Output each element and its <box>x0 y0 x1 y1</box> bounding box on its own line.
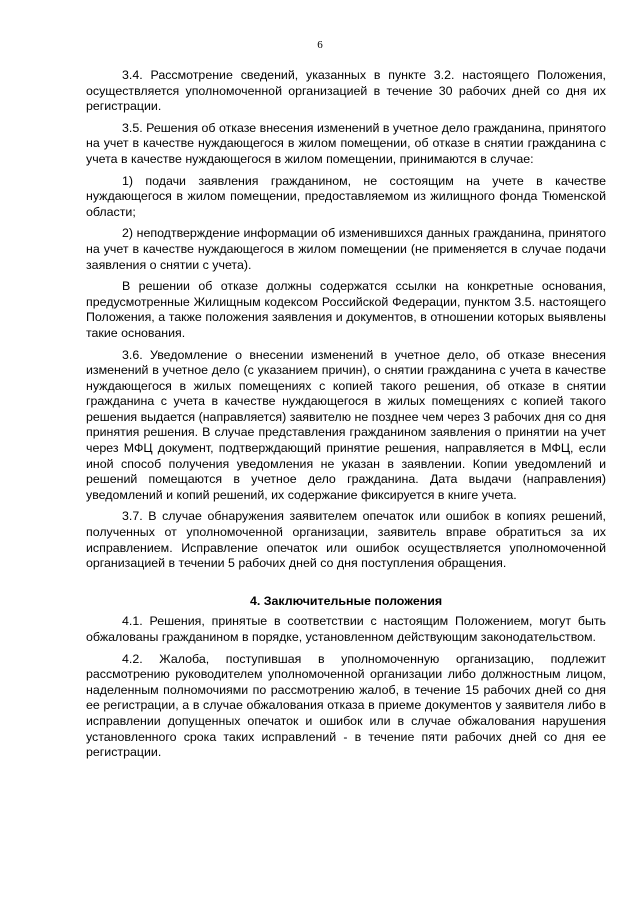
page-number: 6 <box>317 39 323 51</box>
paragraph-3-5: 3.5. Решения об отказе внесения изменений в учетное дело гражданина, принятого на учет в качестве нуждающегося в жилом помещении, об отказе в снятии гражданина с учета в качестве нуждающегося в жилом помещении, принимаются в случае: <box>86 120 606 166</box>
paragraph-refusal-grounds: В решении об отказе должны содержатся ссылки на конкретные основания, предусмотренные Жилищным кодексом Российской Федерации, пунктом 3.5. настоящего Положения, а также положения заявления и документов, в отношении которых выявлены такие основания. <box>86 279 606 340</box>
paragraph-3-7: 3.7. В случае обнаружения заявителем опечаток или ошибок в копиях решений, полученных от уполномоченной организации, заявитель вправе обратиться за их исправлением. Исправление опечаток или ошибок осуществляется уполномоченной организацией в течении 5 рабочих дней со дня поступления обращения. <box>86 509 606 571</box>
section-heading: 4. Заключительные положения <box>249 593 443 608</box>
list-item-2: 2) неподтверждение информации об изменившихся данных гражданина, принятого на учет в качестве нуждающегося в жилом помещении (не применяется в случае подачи заявления о снятии с учета). <box>86 226 606 272</box>
paragraph-3-4: 3.4. Рассмотрение сведений, указанных в пункте 3.2. настоящего Положения, осуществляется уполномоченной организацией в течение 30 рабочих дней со дня их регистрации. <box>86 68 606 114</box>
paragraph-4-1: 4.1. Решения, принятые в соответствии с настоящим Положением, могут быть обжалованы гражданином в порядке, установленном действующим законодательством. <box>86 614 606 644</box>
document-body <box>86 68 606 767</box>
list-item-1: 1) подачи заявления гражданином, не состоящим на учете в качестве нуждающегося в жилом помещении, предоставляемом из жилищного фонда Тюменской области; <box>86 173 606 219</box>
paragraph-3-6: 3.6. Уведомление о внесении изменений в учетное дело, об отказе внесения изменений в учетное дело (с указанием причин), о снятии гражданина с учета в качестве нуждающегося в жилых помещениях с копией такого решения, об отказе в снятии гражданина с учета в качестве нуждающегося в жилых помещениях с копией такого решения выдается (направляется) заявителю не позднее чем через 3 рабочих дня со дня принятия решения. В случае представления гражданином заявления о принятии на учет через МФЦ документ, подтверждающий принятие решения, направляется в МФЦ, если иной способ получения уведомления не указан в заявлении. Копии уведомлений и решений помещаются в учетное дело гражданина. Дата выдачи (направления) уведомлений и копий решений, их содержание фиксируется в книге учета. <box>86 347 606 502</box>
paragraph-4-2: 4.2. Жалоба, поступившая в уполномоченную организацию, подлежит рассмотрению руководителем уполномоченной организации либо должностным лицом, наделенным полномочиями по рассмотрению жалоб, в течение 15 рабочих дней со дня ее регистрации, а в случае обжалования отказа в приеме документов у заявителя либо в исправлении допущенных опечаток и ошибок или в случае обжалования нарушения установленного срока таких исправлений - в течение пяти рабочих дней со дня ее регистрации. <box>86 651 606 760</box>
